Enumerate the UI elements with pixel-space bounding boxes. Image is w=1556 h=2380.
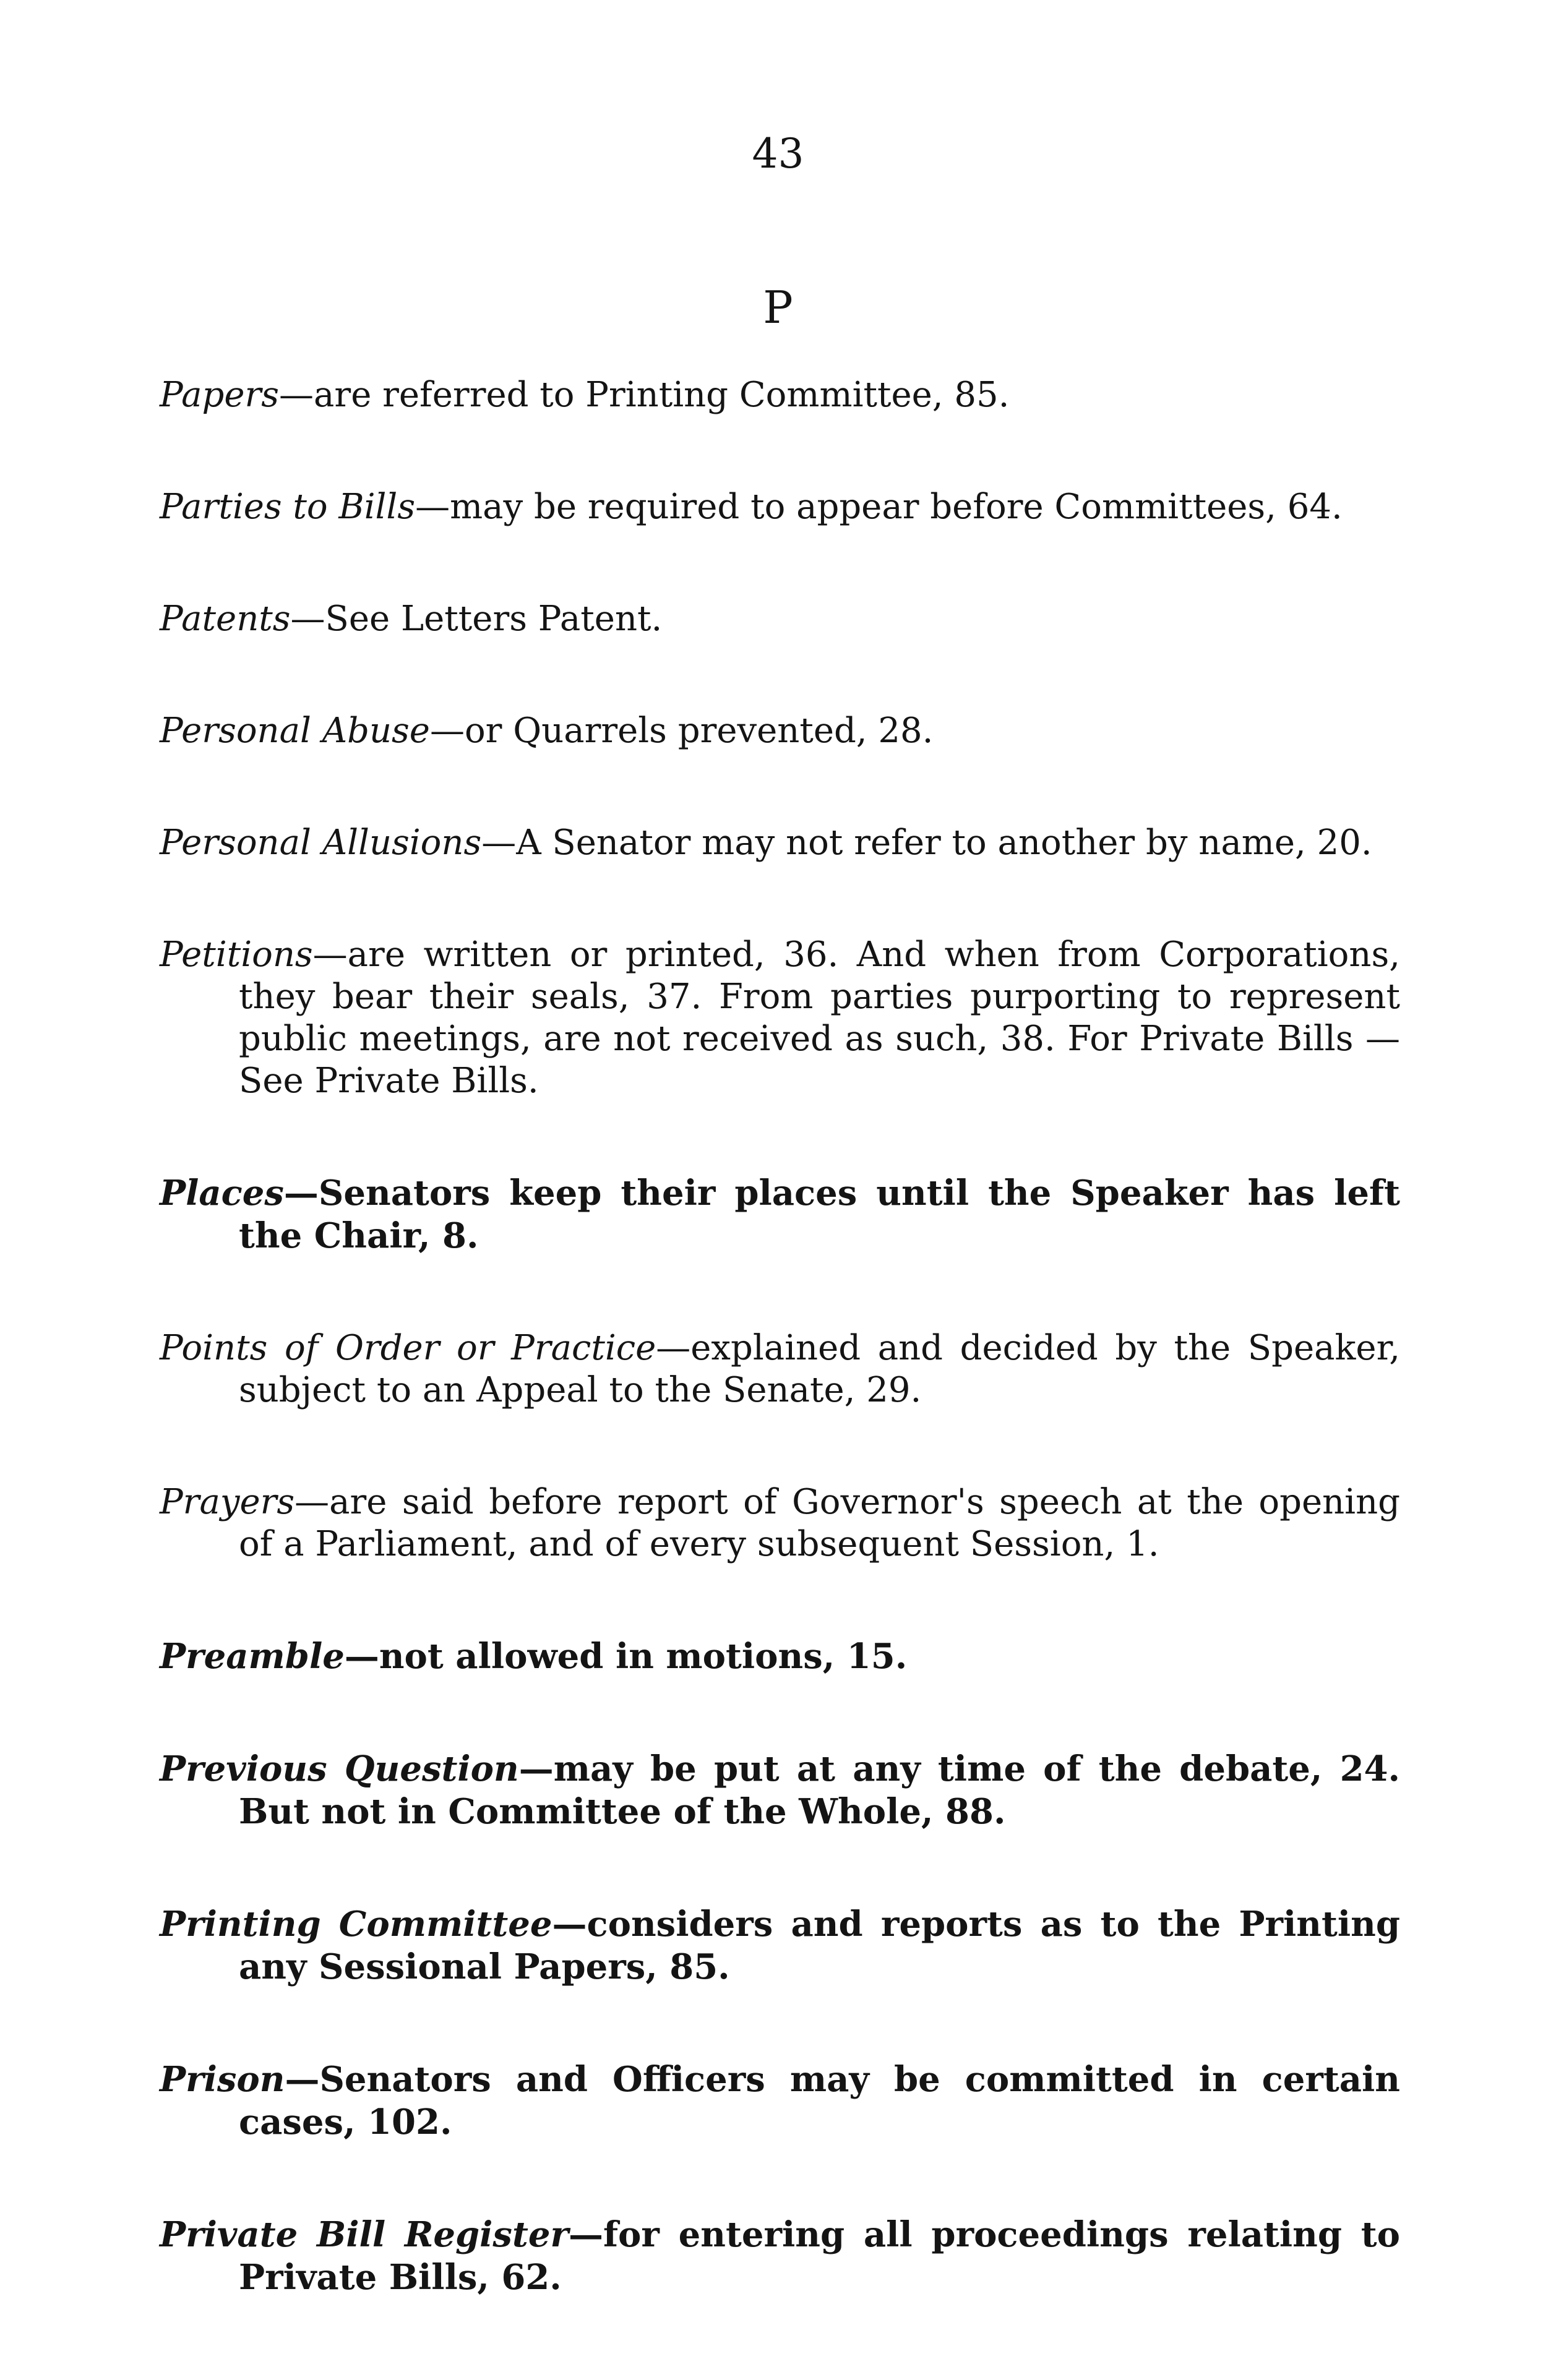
index-entry <box>160 1172 1400 1257</box>
entry-description: —Senators keep their places until the Speaker has left the Chair, 8. <box>239 1173 1400 1256</box>
index-entry <box>160 598 1400 640</box>
entry-term: Private Bill Register <box>160 2214 569 2255</box>
entry-term: Parties to Bills <box>160 487 416 527</box>
entry-description: —for entering all proceedings relating to Private Bills, 62. <box>239 2214 1400 2298</box>
index-entry <box>160 1481 1400 1565</box>
entry-description: —See Letters Patent. <box>290 599 663 639</box>
entry-description: —considers and reports as to the Printing any Sessional Papers, 85. <box>239 1904 1401 1987</box>
index-entry <box>160 2058 1400 2144</box>
entry-description: —are referred to Printing Committee, 85. <box>279 375 1010 415</box>
entry-term: Printing Committee <box>160 1904 552 1945</box>
index-entry <box>160 486 1400 528</box>
page-number: 43 <box>752 130 804 178</box>
entry-term: Papers <box>160 375 280 415</box>
entry-description: —A Senator may not refer to another by name, 20. <box>481 823 1372 863</box>
index-entry <box>160 710 1400 752</box>
index-entry <box>160 2214 1400 2299</box>
index-entry <box>160 1635 1400 1678</box>
entry-term: Places <box>160 1173 284 1214</box>
entry-description: —are said before report of Governor's speech at the opening of a Parliament, and of every subsequent Session, 1. <box>239 1482 1400 1564</box>
entry-description: —are written or printed, 36. And when from Corporations, they bear their seals, 37. From parties purporting to represent public meetings, are not received as such, 38. For Private Bills —See Private Bills. <box>239 935 1400 1101</box>
entry-description: —may be put at any time of the debate, 24. But not in Committee of the Whole, 88. <box>239 1749 1400 1832</box>
index-entry <box>160 934 1400 1102</box>
entry-description: —Senators and Officers may be committed in certain cases, 102. <box>239 2059 1400 2142</box>
entry-term: Personal Abuse <box>160 711 430 751</box>
entry-term: Prayers <box>160 1482 295 1522</box>
index-entry <box>160 374 1400 416</box>
index-entry <box>160 1903 1400 1988</box>
entry-term: Points of Order or Practice <box>160 1328 656 1368</box>
entry-description: —not allowed in motions, 15. <box>344 1636 908 1677</box>
entry-term: Patents <box>160 599 291 639</box>
entry-description: —explained and decided by the Speaker, subject to an Appeal to the Senate, 29. <box>239 1328 1400 1410</box>
index-entry <box>160 1748 1400 1833</box>
index-entries <box>160 374 1400 2369</box>
entry-term: Petitions <box>160 935 313 975</box>
section-letter: P <box>763 281 793 333</box>
index-entry <box>160 822 1400 864</box>
entry-term: Personal Allusions <box>160 823 482 863</box>
index-entry <box>160 1327 1400 1411</box>
entry-description: —or Quarrels prevented, 28. <box>429 711 934 751</box>
entry-term: Previous Question <box>160 1749 519 1789</box>
entry-term: Prison <box>160 2059 285 2100</box>
entry-description: —may be required to appear before Committees, 64. <box>415 487 1343 527</box>
entry-term: Preamble <box>160 1636 345 1677</box>
